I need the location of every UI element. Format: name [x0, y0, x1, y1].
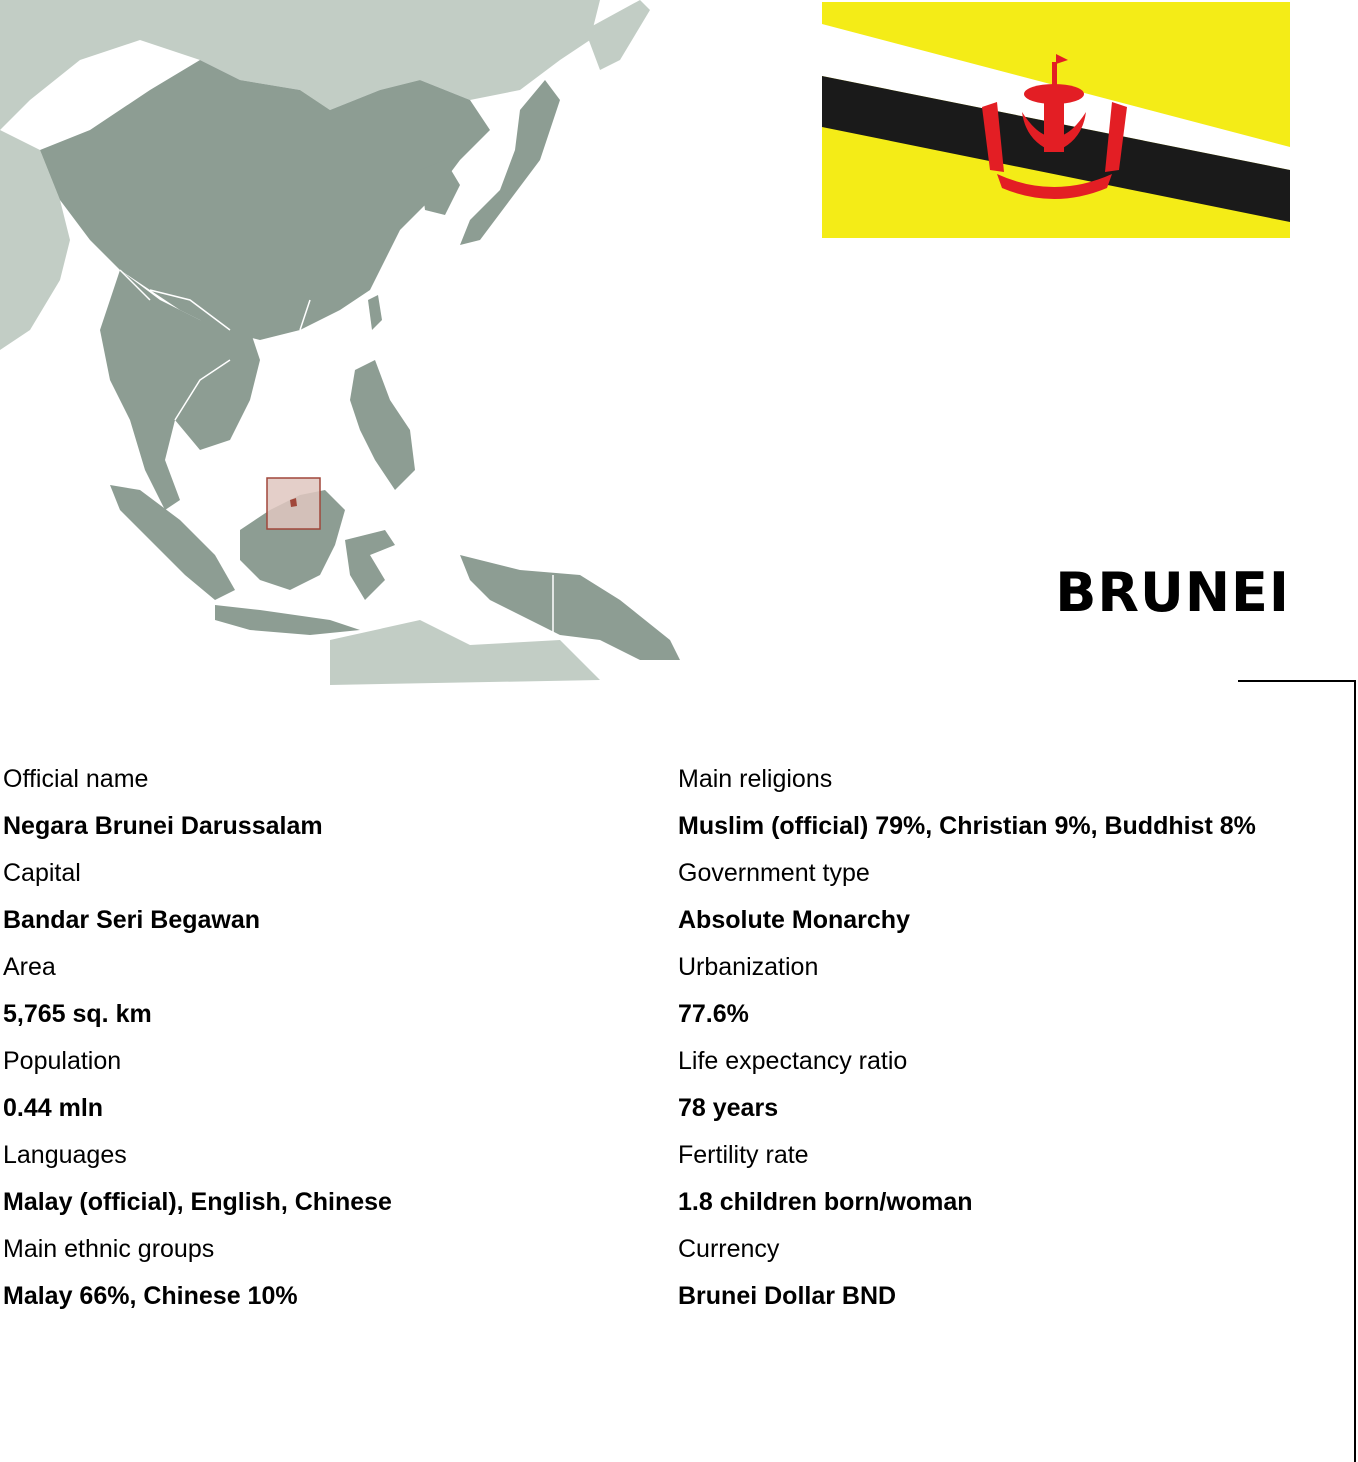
- china: [40, 60, 490, 340]
- fact-value-life-expectancy: 78 years: [678, 1094, 779, 1122]
- facts-right-column: [678, 756, 1338, 1320]
- fact-value-languages: Malay (official), English, Chinese: [3, 1188, 392, 1216]
- fact-label-urbanization: Urbanization: [678, 953, 819, 981]
- fact-value-government: Absolute Monarchy: [678, 906, 910, 934]
- fact-value-capital: Bandar Seri Begawan: [3, 906, 261, 934]
- java: [215, 605, 360, 635]
- philippines: [350, 360, 415, 490]
- fact-value-urbanization: 77.6%: [678, 1000, 749, 1028]
- fact-label-languages: Languages: [3, 1141, 127, 1169]
- fact-label-religions: Main religions: [678, 765, 833, 793]
- fact-label-capital: Capital: [3, 859, 81, 887]
- fact-label-official-name: Official name: [3, 765, 149, 793]
- fact-label-area: Area: [3, 953, 56, 981]
- fact-label-ethnic-groups: Main ethnic groups: [3, 1235, 215, 1263]
- sulawesi: [345, 530, 395, 600]
- fact-label-currency: Currency: [678, 1235, 780, 1263]
- fact-value-fertility: 1.8 children born/woman: [678, 1188, 973, 1216]
- fact-value-religions: Muslim (official) 79%, Christian 9%, Buddhist 8%: [678, 812, 1256, 840]
- fact-value-population: 0.44 mln: [3, 1094, 104, 1122]
- fact-value-official-name: Negara Brunei Darussalam: [3, 812, 323, 840]
- fact-value-currency: Brunei Dollar BND: [678, 1282, 897, 1310]
- taiwan: [368, 295, 382, 330]
- fact-value-ethnic-groups: Malay 66%, Chinese 10%: [3, 1282, 298, 1310]
- fact-label-government: Government type: [678, 859, 870, 887]
- fact-label-life-expectancy: Life expectancy ratio: [678, 1047, 908, 1075]
- japan: [460, 80, 560, 245]
- fact-label-fertility: Fertility rate: [678, 1141, 809, 1169]
- brunei-flag-icon: [822, 2, 1290, 238]
- country-title: BRUNEI: [1055, 561, 1290, 624]
- fact-label-population: Population: [3, 1047, 122, 1075]
- locator-map: [0, 0, 730, 685]
- fact-value-area: 5,765 sq. km: [3, 1000, 152, 1028]
- korea: [420, 160, 460, 215]
- facts-left-column: [3, 756, 663, 1320]
